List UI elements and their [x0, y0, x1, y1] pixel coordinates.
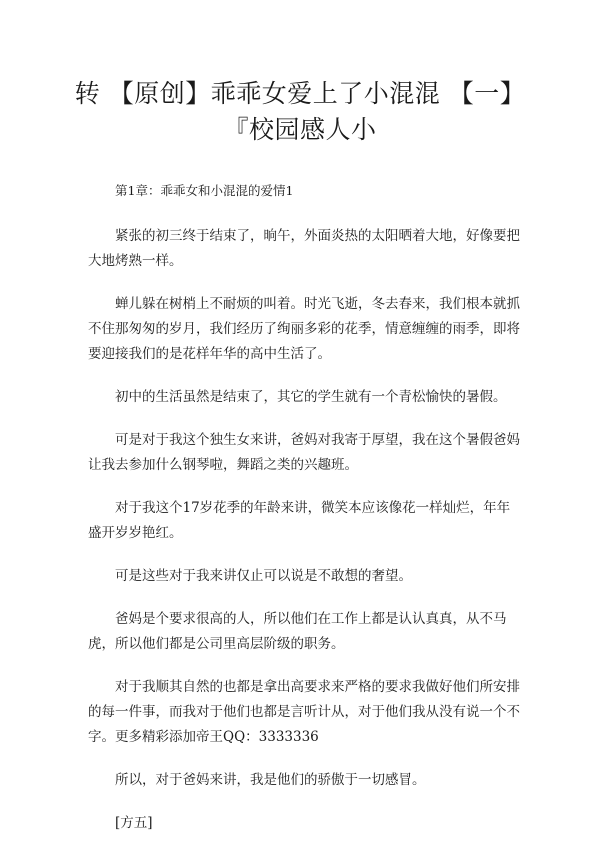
closing-note: [方五] [115, 815, 153, 831]
document-title: 转 【原创】乖乖女爱上了小混混 【一】『校园感人小 [74, 79, 526, 144]
paragraph: 所以，对于爸妈来讲，我是他们的骄傲于一切感冒。 [115, 772, 426, 788]
paragraph: 可是对于我这个独生女来讲，爸妈对我寄于厚望，我在这个暑假爸妈让我去参加什么钢琴啦，舞蹈之类的兴趣班。 [88, 432, 520, 473]
paragraph: 爸妈是个要求很高的人，所以他们在工作上都是认认真真，从不马虎，所以他们都是公司里高层阶级的职务。 [88, 611, 507, 652]
paragraph: 初中的生活虽然是结束了，其它的学生就有一个青松愉快的暑假。 [115, 389, 507, 405]
paragraph: 紧张的初三终于结束了，晌午，外面炎热的太阳晒着大地，好像要把大地烤熟一样。 [88, 228, 520, 269]
paragraph: 对于我这个17岁花季的年龄来讲，微笑本应该像花一样灿烂，年年盛开岁岁艳红。 [88, 500, 511, 541]
document-body [88, 178, 520, 854]
chapter-heading: 第1章：乖乖女和小混混的爱情1 [115, 183, 294, 198]
paragraph: 蝉儿躲在树梢上不耐烦的叫着。时光飞逝，冬去春来，我们根本就抓不住那匆匆的岁月，我们经历了绚丽多彩的花季，情意缠缠的雨季，即将要迎接我们的是花样年华的高中生活了。 [88, 296, 520, 362]
paragraph: 对于我顺其自然的也都是拿出高要求来严格的要求我做好他们所安排的每一件事，而我对于他们也都是言听计从，对于他们我从没有说一个不字。更多精彩添加帝王QQ：3333336 [88, 679, 520, 745]
paragraph: 可是这些对于我来讲仅止可以说是不敢想的奢望。 [115, 568, 412, 584]
